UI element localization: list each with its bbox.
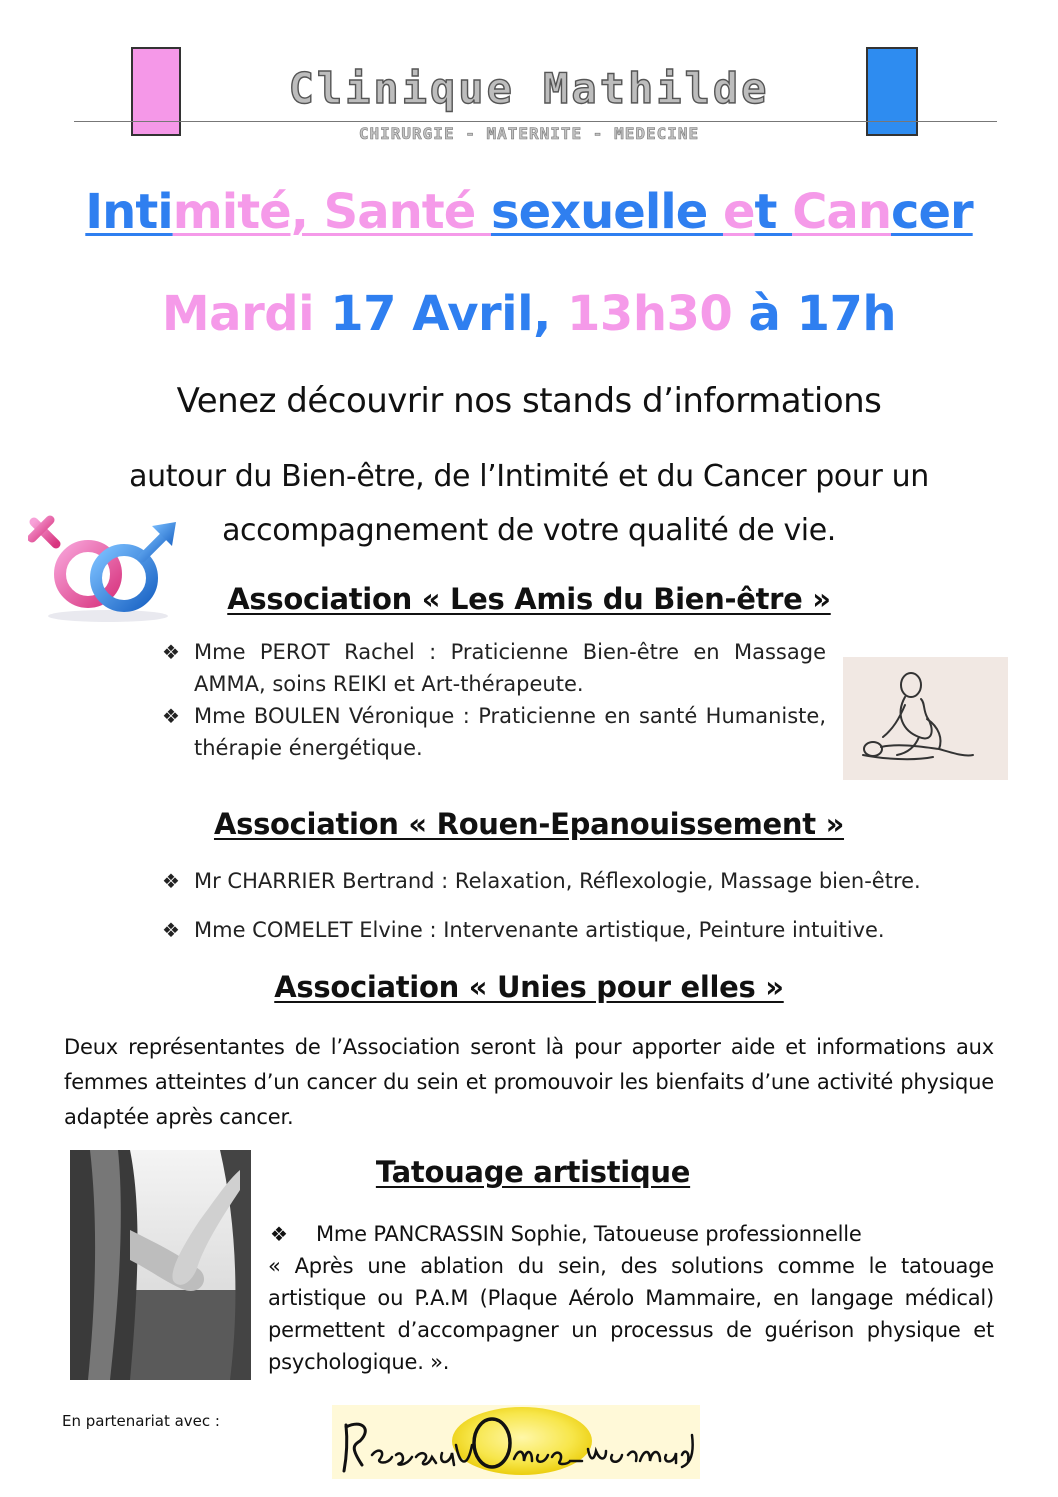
title-part: mité, Santé [172, 184, 491, 240]
partner-label: En partenariat avec : [62, 1412, 220, 1430]
intro-line-2: autour du Bien-être, de l’Intimité et du Cancer pour un accompagnement de votre qualité de vie. [129, 459, 929, 548]
list-item-text: Mme BOULEN Véronique : Praticienne en santé Humaniste, thérapie énergétique. [194, 704, 826, 760]
clinic-name: Clinique Mathilde [288, 64, 770, 113]
bullet-icon: ❖ [162, 704, 180, 728]
date-part: à 17h [748, 286, 897, 342]
list-item-text: Mme PEROT Rachel : Praticienne Bien-être en Massage AMMA, soins REIKI et Art-thérapeute. [194, 640, 826, 696]
title-part: Can [792, 184, 891, 240]
event-title [0, 182, 1058, 242]
list-item-text: Mme COMELET Elvine : Intervenante artistique, Peinture intuitive. [194, 918, 885, 942]
list-item [162, 865, 992, 897]
title-part: e [722, 184, 755, 240]
tattoo-quote: « Après une ablation du sein, des solutions comme le tatouage artistique ou P.A.M (Plaque Aérolo Mammaire, en langage médical) permettent d’accompagner un processus de guérison physique et psychologique. ». [268, 1254, 994, 1374]
tattoo-person-text: Mme PANCRASSIN Sophie, Tatoueuse professionnelle [316, 1222, 862, 1246]
reseau-onco-normand-logo [332, 1405, 700, 1479]
bullet-icon: ❖ [162, 918, 180, 942]
header-divider [74, 121, 997, 122]
intro-line-1: Venez découvrir nos stands d’informations [176, 381, 882, 421]
bullet-icon: ❖ [270, 1222, 288, 1246]
event-date [0, 282, 1058, 346]
date-part: 17 Avril, [330, 286, 568, 342]
massage-illustration [843, 657, 1008, 780]
list-item [162, 914, 992, 946]
tattoo-block [268, 1218, 994, 1378]
assoc-rouen-heading: Association « Rouen-Epanouissement » [213, 807, 845, 841]
list-item [268, 1218, 994, 1250]
tattoo-heading: Tatouage artistique [375, 1155, 691, 1189]
assoc-amis-heading: Association « Les Amis du Bien-être » [227, 582, 831, 616]
date-part: 13h30 [567, 286, 749, 342]
assoc-amis-list [162, 636, 826, 764]
title-part: t [754, 184, 793, 240]
list-item [162, 700, 826, 764]
bullet-icon: ❖ [162, 640, 180, 664]
date-part: Mardi [161, 286, 331, 342]
holding-hands-photo [70, 1150, 251, 1380]
assoc-unies-text: Deux représentantes de l’Association seront là pour apporter aide et informations aux femmes atteintes d’un cancer du sein et promouvoir les bienfaits d’une activité physique adaptée après cancer. [64, 1035, 994, 1129]
title-part: sexuelle [491, 184, 723, 240]
assoc-unies-heading: Association « Unies pour elles » [274, 970, 784, 1004]
bullet-icon: ❖ [162, 869, 180, 893]
list-item-text: Mr CHARRIER Bertrand : Relaxation, Réflexologie, Massage bien-être. [194, 869, 921, 893]
list-item [162, 636, 826, 700]
title-part: Inti [85, 184, 173, 240]
title-part: cer [891, 184, 973, 240]
assoc-rouen-list [162, 865, 992, 946]
clinic-subtitle: CHIRURGIE - MATERNITE - MEDECINE [358, 124, 700, 143]
